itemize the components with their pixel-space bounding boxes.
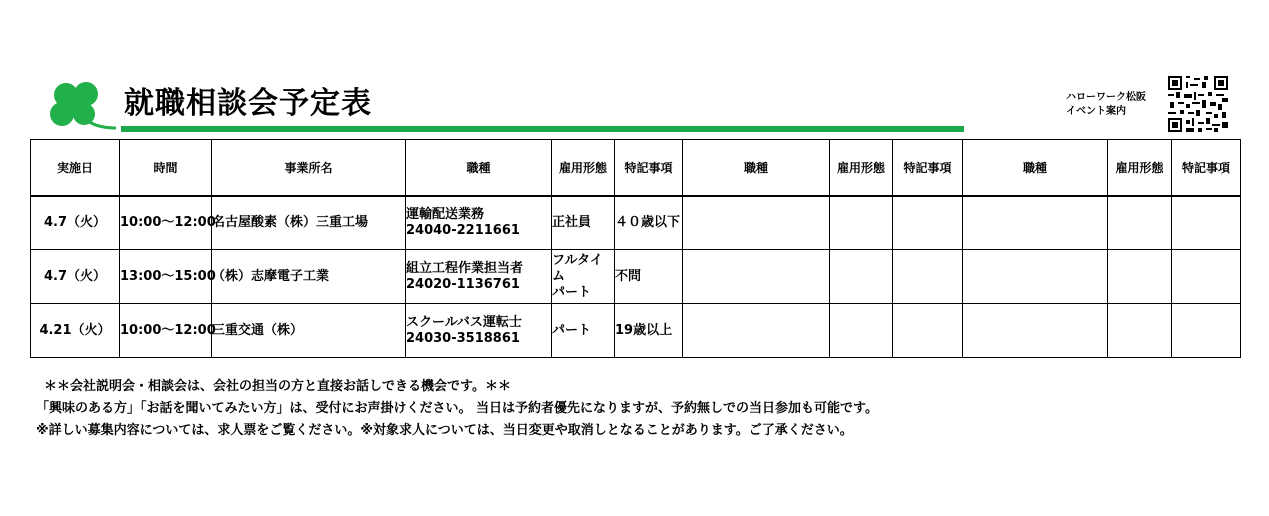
column-header: 事業所名: [212, 140, 406, 196]
empty-cell: [683, 196, 830, 250]
table-row: [31, 196, 1241, 250]
note-line: 「興味のある方」「お話を聞いてみたい方」は、受付にお声掛けください。 当日は予約者優先になりますが、予約無しでの当日参加も可能です。: [36, 401, 878, 416]
column-header: 時間: [120, 140, 212, 196]
empty-cell: [830, 250, 893, 304]
office-name: 名古屋酸素（株）三重工場: [212, 196, 406, 250]
event-date: 4.7（火）: [31, 250, 120, 304]
empty-cell: [1172, 304, 1241, 358]
employment-type: 正社員: [552, 196, 615, 250]
column-header: 実施日: [31, 140, 120, 196]
hellowork-label-line1: ハローワーク松阪: [1066, 92, 1146, 103]
job-title: 運輸配送業務: [406, 206, 485, 222]
employment-type: パート: [552, 304, 615, 358]
column-header: 雇用形態: [1108, 140, 1172, 196]
qr-code-icon[interactable]: [1168, 76, 1228, 132]
column-header: 特記事項: [615, 140, 683, 196]
empty-cell: [963, 304, 1108, 358]
job-cell: [406, 304, 552, 358]
empty-cell: [683, 250, 830, 304]
empty-cell: [1172, 250, 1241, 304]
table-header-row: [31, 140, 1241, 196]
schedule-table: [30, 139, 1241, 358]
event-time: 13:00～15:00: [120, 250, 212, 304]
column-header: 職種: [683, 140, 830, 196]
note-line: ※詳しい募集内容については、求人票をご覧ください。※対象求人については、当日変更や取消しとなることがあります。ご了承ください。: [36, 423, 853, 438]
title-underline: [121, 126, 964, 132]
event-date: 4.7（火）: [31, 196, 120, 250]
job-cell: [406, 196, 552, 250]
column-header: 特記事項: [1172, 140, 1241, 196]
empty-cell: [963, 196, 1108, 250]
special-note: ４０歳以下: [615, 196, 683, 250]
empty-cell: [683, 304, 830, 358]
job-number: 24020-1136761: [406, 276, 520, 292]
empty-cell: [893, 304, 963, 358]
employment-type: フルタイム パート: [552, 250, 615, 304]
column-header: 職種: [406, 140, 552, 196]
job-title: スクールバス運転士: [406, 314, 522, 330]
empty-cell: [893, 196, 963, 250]
table-row: [31, 250, 1241, 304]
job-number: 24040-2211661: [406, 222, 520, 238]
event-date: 4.21（火）: [31, 304, 120, 358]
empty-cell: [1108, 304, 1172, 358]
job-number: 24030-3518861: [406, 330, 520, 346]
page-title: 就職相談会予定表: [124, 86, 372, 121]
column-header: 特記事項: [893, 140, 963, 196]
special-note: 不問: [615, 250, 683, 304]
note-line: ＊＊会社説明会・相談会は、会社の担当の方と直接お話しできる機会です。＊＊: [44, 379, 511, 394]
empty-cell: [830, 304, 893, 358]
column-header: 雇用形態: [552, 140, 615, 196]
empty-cell: [1172, 196, 1241, 250]
table-row: [31, 304, 1241, 358]
job-cell: [406, 250, 552, 304]
clover-logo-icon: [44, 78, 120, 134]
empty-cell: [1108, 250, 1172, 304]
empty-cell: [963, 250, 1108, 304]
office-name: （株）志摩電子工業: [212, 250, 406, 304]
office-name: 三重交通（株）: [212, 304, 406, 358]
empty-cell: [893, 250, 963, 304]
column-header: 職種: [963, 140, 1108, 196]
notes-section: [36, 376, 878, 442]
special-note: 19歳以上: [615, 304, 683, 358]
event-time: 10:00～12:00: [120, 304, 212, 358]
column-header: 雇用形態: [830, 140, 893, 196]
empty-cell: [830, 196, 893, 250]
job-title: 組立工程作業担当者: [406, 260, 524, 276]
hellowork-label-line2: イベント案内: [1066, 106, 1126, 117]
hellowork-event-label: [1066, 91, 1146, 119]
empty-cell: [1108, 196, 1172, 250]
event-time: 10:00～12:00: [120, 196, 212, 250]
